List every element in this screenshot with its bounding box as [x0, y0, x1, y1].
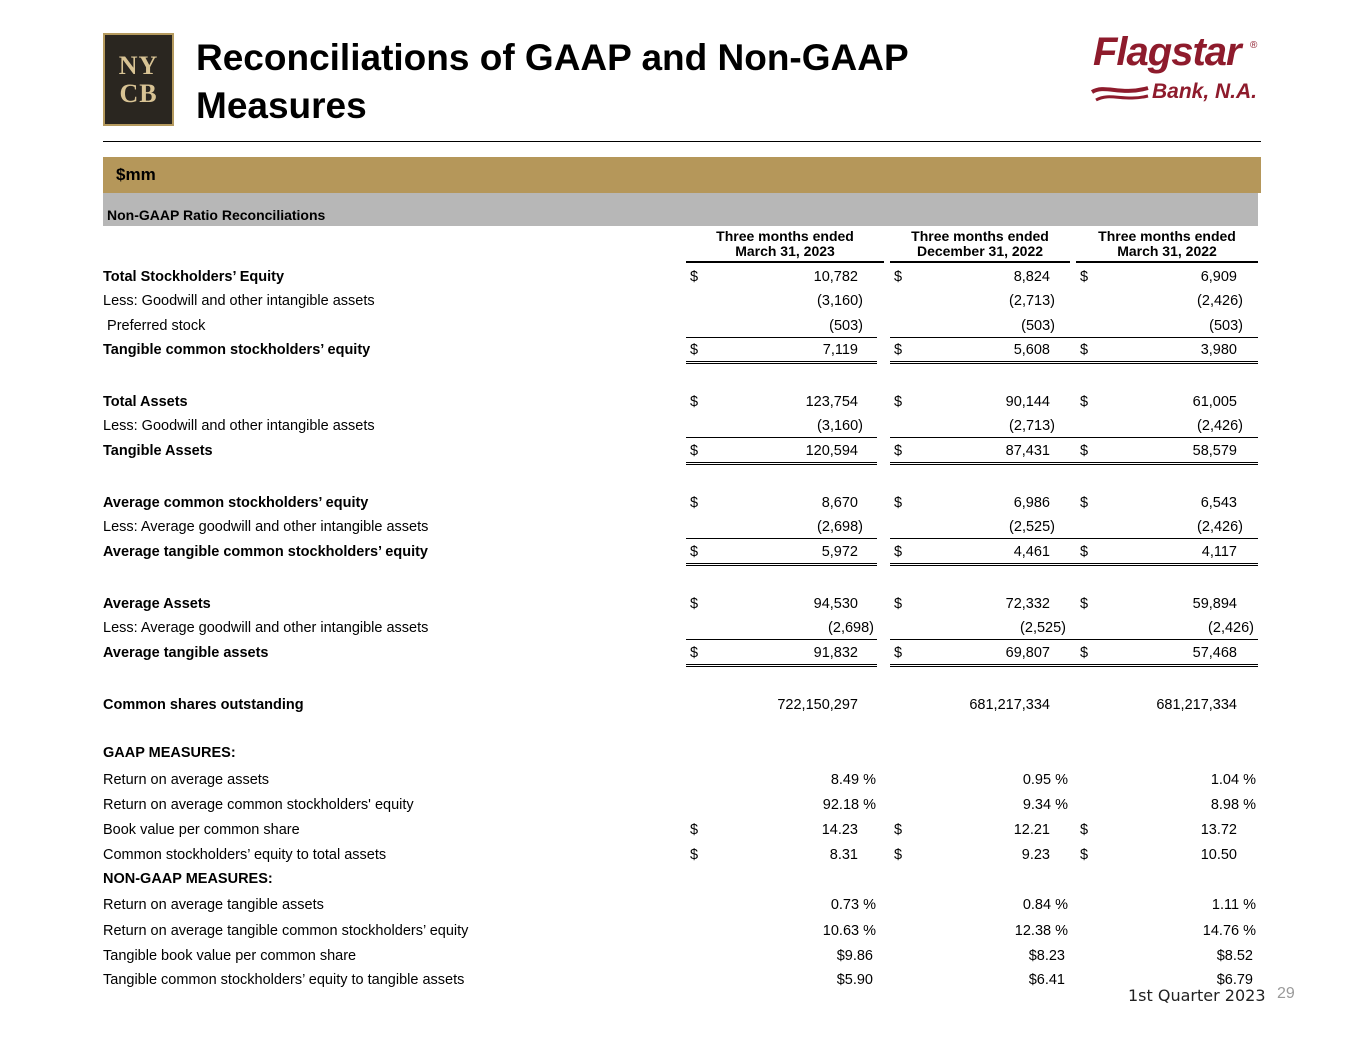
footer-quarter: 1st Quarter 2023	[1128, 986, 1266, 1005]
cell-value: 0.73 %	[830, 897, 876, 913]
flag-swoosh-icon	[1090, 82, 1150, 106]
cell-value: 87,431	[1005, 443, 1050, 459]
cell-value: (503)	[829, 318, 863, 334]
currency-symbol: $	[1080, 544, 1089, 560]
section-band	[103, 193, 1258, 226]
row-label: Less: Average goodwill and other intangible assets	[103, 519, 429, 535]
cell-value: 8,670	[821, 495, 858, 511]
flagstar-logo	[1090, 30, 1265, 110]
cell-value: $6.79	[1216, 972, 1253, 988]
subtotal-rule	[890, 639, 1077, 640]
currency-symbol: $	[894, 269, 903, 285]
cell-value: 14.23	[821, 822, 858, 838]
cell-value: 57,468	[1192, 645, 1237, 661]
total-double-rule	[1076, 664, 1258, 667]
row-label: Tangible Assets	[103, 443, 213, 459]
subtotal-rule	[686, 538, 877, 539]
currency-symbol: $	[690, 394, 699, 410]
cell-value: 14.76 %	[1202, 923, 1256, 939]
subtotal-rule	[1076, 538, 1258, 539]
total-double-rule	[890, 361, 1077, 364]
subtotal-rule	[890, 437, 1077, 438]
cell-value: 4,461	[1013, 544, 1050, 560]
currency-symbol: $	[894, 394, 903, 410]
currency-symbol: $	[690, 269, 699, 285]
total-double-rule	[686, 462, 877, 465]
cell-value: 0.84 %	[1022, 897, 1068, 913]
row-label: GAAP MEASURES:	[103, 745, 236, 761]
cell-value: $9.86	[836, 948, 873, 964]
subtotal-rule	[1076, 437, 1258, 438]
cell-value: $5.90	[836, 972, 873, 988]
cell-value: (2,426)	[1197, 519, 1243, 535]
cell-value: 8.98 %	[1210, 797, 1256, 813]
currency-symbol: $	[690, 342, 699, 358]
row-label: Book value per common share	[103, 822, 300, 838]
cell-value: 681,217,334	[969, 697, 1050, 713]
cell-value: (2,698)	[817, 519, 863, 535]
column-header-line1: Three months ended	[1098, 228, 1236, 244]
cell-value: 5,608	[1013, 342, 1050, 358]
row-label: Total Assets	[103, 394, 188, 410]
cell-value: 120,594	[805, 443, 858, 459]
currency-symbol: $	[690, 847, 699, 863]
column-header	[890, 229, 1070, 263]
cell-value: 722,150,297	[777, 697, 858, 713]
currency-symbol: $	[894, 596, 903, 612]
subtotal-rule	[1076, 337, 1258, 338]
cell-value: 5,972	[821, 544, 858, 560]
cell-value: 8.49 %	[830, 772, 876, 788]
cell-value: 13.72	[1200, 822, 1237, 838]
cell-value: (2,525)	[1009, 519, 1055, 535]
nycb-logo-row-2: CB	[119, 78, 158, 108]
currency-symbol: $	[894, 822, 903, 838]
cell-value: (2,525)	[1020, 620, 1066, 636]
row-label: NON-GAAP MEASURES:	[103, 871, 273, 887]
cell-value: 9.23	[1021, 847, 1050, 863]
column-header-line1: Three months ended	[716, 228, 854, 244]
total-double-rule	[686, 563, 877, 566]
currency-symbol: $	[1080, 443, 1089, 459]
total-double-rule	[890, 462, 1077, 465]
row-label: Total Stockholders’ Equity	[103, 269, 285, 285]
row-label: Return on average tangible common stockholders’ equity	[103, 923, 469, 939]
cell-value: (503)	[1021, 318, 1055, 334]
row-label: Average tangible assets	[103, 645, 269, 661]
currency-symbol: $	[1080, 394, 1089, 410]
cell-value: (3,160)	[817, 418, 863, 434]
cell-value: 1.04 %	[1210, 772, 1256, 788]
row-label: Tangible book value per common share	[103, 948, 357, 964]
nycb-logo-row-1: NY	[118, 50, 159, 80]
currency-symbol: $	[690, 645, 699, 661]
page-title: Reconciliations of GAAP and Non-GAAP Measures	[196, 37, 908, 126]
row-label: Tangible common stockholders’ equity	[103, 342, 371, 358]
cell-value: 12.38 %	[1014, 923, 1068, 939]
cell-value: 3,980	[1200, 342, 1237, 358]
total-double-rule	[686, 664, 877, 667]
currency-symbol: $	[690, 443, 699, 459]
nycb-logo	[103, 33, 174, 126]
cell-value: $8.23	[1028, 948, 1065, 964]
currency-symbol: $	[690, 596, 699, 612]
currency-symbol: $	[1080, 645, 1089, 661]
row-label: Preferred stock	[103, 318, 206, 334]
cell-value: (2,713)	[1009, 293, 1055, 309]
currency-symbol: $	[894, 495, 903, 511]
cell-value: 7,119	[822, 342, 858, 358]
cell-value: 12.21	[1013, 822, 1050, 838]
cell-value: 92.18 %	[822, 797, 876, 813]
total-double-rule	[890, 563, 1077, 566]
cell-value: $8.52	[1216, 948, 1253, 964]
row-label: Tangible common stockholders’ equity to tangible assets	[103, 972, 465, 988]
cell-value: 91,832	[813, 645, 858, 661]
subtotal-rule	[890, 337, 1077, 338]
subtotal-rule	[1076, 639, 1258, 640]
subtotal-rule	[686, 437, 877, 438]
row-label: Return on average assets	[103, 772, 270, 788]
cell-value: 8,824	[1013, 269, 1050, 285]
subtotal-rule	[890, 538, 1077, 539]
cell-value: $6.41	[1028, 972, 1065, 988]
cell-value: 6,909	[1200, 269, 1237, 285]
row-label: Average Assets	[103, 596, 211, 612]
cell-value: (2,426)	[1197, 418, 1243, 434]
header-divider	[103, 141, 1261, 142]
flagstar-logo-name: Flagstar	[1093, 30, 1241, 74]
cell-value: 59,894	[1192, 596, 1237, 612]
column-header-line2: December 31, 2022	[916, 243, 1044, 259]
cell-value: 58,579	[1192, 443, 1237, 459]
subtotal-rule	[686, 639, 877, 640]
cell-value: 6,986	[1013, 495, 1050, 511]
cell-value: 9.34 %	[1022, 797, 1068, 813]
row-label: Return on average common stockholders' equity	[103, 797, 414, 813]
row-label: Common stockholders’ equity to total assets	[103, 847, 387, 863]
row-label: Common shares outstanding	[103, 697, 304, 713]
row-label: Less: Goodwill and other intangible assets	[103, 418, 375, 434]
currency-symbol: $	[690, 495, 699, 511]
cell-value: 69,807	[1005, 645, 1050, 661]
cell-value: 1.11 %	[1211, 897, 1256, 913]
total-double-rule	[890, 664, 1077, 667]
total-double-rule	[1076, 462, 1258, 465]
currency-symbol: $	[894, 443, 903, 459]
section-title: Non-GAAP Ratio Reconciliations	[107, 207, 326, 223]
cell-value: 10.50	[1200, 847, 1237, 863]
currency-symbol: $	[1080, 596, 1089, 612]
cell-value: (2,426)	[1197, 293, 1243, 309]
cell-value: 123,754	[805, 394, 858, 410]
cell-value: 61,005	[1192, 394, 1237, 410]
currency-symbol: $	[690, 544, 699, 560]
units-label: $mm	[116, 165, 156, 184]
column-header-line1: Three months ended	[911, 228, 1049, 244]
flagstar-logo-bank: Bank, N.A.	[1152, 80, 1258, 103]
cell-value: (2,426)	[1208, 620, 1254, 636]
column-header-line2: March 31, 2022	[1117, 243, 1217, 259]
cell-value: 90,144	[1005, 394, 1050, 410]
currency-symbol: $	[1080, 822, 1089, 838]
row-label: Average tangible common stockholders’ equity	[103, 544, 428, 560]
cell-value: (2,713)	[1009, 418, 1055, 434]
cell-value: 0.95 %	[1022, 772, 1068, 788]
subtotal-rule	[686, 337, 877, 338]
currency-symbol: $	[894, 645, 903, 661]
column-header-line2: March 31, 2023	[735, 243, 835, 259]
currency-symbol: $	[1080, 342, 1089, 358]
currency-symbol: $	[1080, 495, 1089, 511]
total-double-rule	[1076, 563, 1258, 566]
page-number: 29	[1277, 985, 1295, 1002]
cell-value: 8.31	[829, 847, 858, 863]
cell-value: 4,117	[1201, 544, 1237, 560]
cell-value: 72,332	[1005, 596, 1050, 612]
currency-symbol: $	[894, 342, 903, 358]
total-double-rule	[686, 361, 877, 364]
column-header	[686, 229, 884, 263]
registered-mark: ®	[1250, 40, 1258, 51]
units-band	[103, 157, 1261, 193]
currency-symbol: $	[1080, 269, 1089, 285]
row-label: Average common stockholders’ equity	[103, 495, 369, 511]
currency-symbol: $	[1080, 847, 1089, 863]
currency-symbol: $	[690, 822, 699, 838]
cell-value: 10,782	[813, 269, 858, 285]
cell-value: (2,698)	[828, 620, 874, 636]
column-header	[1076, 229, 1258, 263]
currency-symbol: $	[894, 847, 903, 863]
cell-value: (3,160)	[817, 293, 863, 309]
cell-value: 10.63 %	[822, 923, 876, 939]
total-double-rule	[1076, 361, 1258, 364]
row-label: Less: Goodwill and other intangible assets	[103, 293, 375, 309]
cell-value: 94,530	[813, 596, 858, 612]
cell-value: 681,217,334	[1156, 697, 1237, 713]
cell-value: (503)	[1209, 318, 1243, 334]
currency-symbol: $	[894, 544, 903, 560]
row-label: Return on average tangible assets	[103, 897, 324, 913]
row-label: Less: Average goodwill and other intangible assets	[103, 620, 429, 636]
cell-value: 6,543	[1200, 495, 1237, 511]
